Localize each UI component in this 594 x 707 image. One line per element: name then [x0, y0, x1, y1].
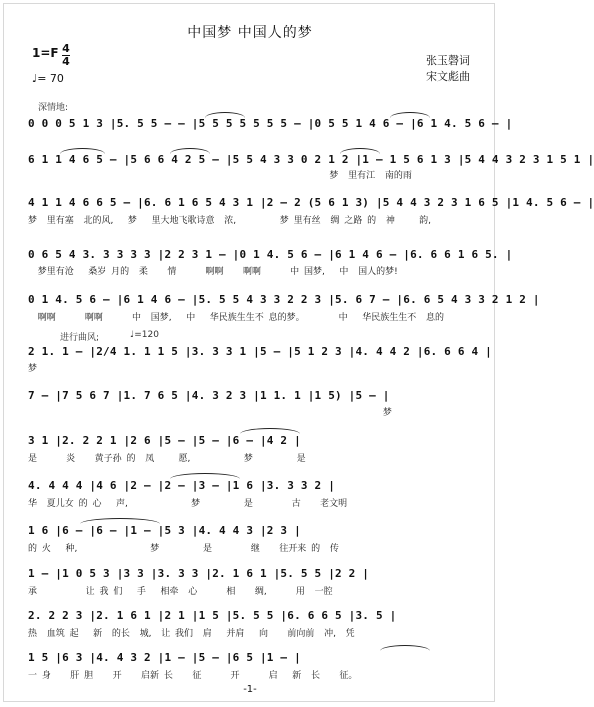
time-signature-top: 4	[62, 42, 70, 55]
slur-mark	[170, 473, 240, 479]
expression-marking: 深情地:	[38, 103, 69, 113]
score-system-4-lyrics: 梦里有沧 桑岁 月的 柔 情 啊啊 啊啊 中 国梦, 中 国人的梦!	[28, 267, 398, 277]
expression-tempo-change: 进行曲风;	[60, 333, 100, 343]
tempo-marking: ♩= 70	[32, 72, 64, 85]
score-system-13-lyrics: 一 身 肝 胆 开 启新 长 征 开 启 新 长 征。	[28, 671, 358, 681]
score-system-9-lyrics: 华 夏儿女 的 心 声, 梦 是 古 老文明	[28, 499, 348, 509]
score-system-12-lyrics: 热 血筑 起 新 的长 城, 让 我们 肩 并肩 向 前向前 冲, 凭	[28, 629, 355, 639]
composer-credit: 宋文彪曲	[426, 70, 470, 83]
score-system-5-notes: 0 1 4. 5 6 — |6 1 4 6 — |5. 5 5 4 3 3 2 2 3 |5. 6 7 — |6. 6 5 4 3 3 2 1 2 |	[28, 293, 540, 306]
key-signature: 1=F	[32, 46, 59, 60]
slur-mark	[60, 148, 105, 154]
score-system-8-notes: 3 1 |2. 2 2 1 |2 6 |5 — |5 — |6 — |4 2 |	[28, 434, 301, 447]
slur-mark	[380, 645, 430, 651]
score-system-1-notes: 0 0 0 5 1 3 |5. 5 5 — — |5 5 5 5 5 5 5 — |0 5 5 1 4 6 — |6 1 4. 5 6 — |	[28, 117, 513, 130]
tempo-change-marking: ♩=120	[130, 330, 159, 340]
score-system-6-lyrics: 梦	[28, 364, 38, 374]
slur-mark	[340, 148, 380, 154]
slur-mark	[205, 112, 245, 118]
page-title: 中国梦 中国人的梦	[187, 25, 313, 41]
score-system-5-lyrics: 啊啊 啊啊 中 国梦, 中 华民族生生不 息的梦。 中 华民族生生不 息的	[28, 313, 444, 323]
slur-mark	[390, 112, 430, 118]
score-system-7-notes: 7 — |7 5 6 7 |1. 7 6 5 |4. 3 2 3 |1 1. 1 |1 5) |5 — |	[28, 389, 390, 402]
lyricist-credit: 张玉磬词	[426, 54, 470, 67]
score-system-3-notes: 4 1 1 4 6 6 5 — |6. 6 1 6 5 4 3 1 |2 — 2 (5 6 1 3) |5 4 4 3 2 3 1 6 5 |1 4. 5 6 — |	[28, 196, 594, 209]
slur-mark	[240, 428, 300, 434]
score-system-4-notes: 0 6 5 4 3. 3 3 3 3 |2 2 3 1 — |0 1 4. 5 6 — |6 1 4 6 — |6. 6 6 1 6 5. |	[28, 248, 513, 261]
score-system-2-lyrics: 梦 里有江 南的雨	[28, 171, 412, 181]
score-system-6-notes: 2 1. 1 — |2/4 1. 1 1 5 |3. 3 3 1 |5 — |5 1 2 3 |4. 4 4 2 |6. 6 6 4 |	[28, 345, 492, 358]
score-system-3-lyrics: 梦 里有塞 北的风, 梦 里大地飞歌诗意 浓, 梦 里有丝 绸 之路 的 神 韵,	[28, 216, 431, 226]
time-signature-bottom: 4	[62, 55, 70, 68]
score-system-10-notes: 1 6 |6 — |6 — |1 — |5 3 |4. 4 4 3 |2 3 |	[28, 524, 301, 537]
slur-mark	[80, 518, 160, 524]
score-system-10-lyrics: 的 火 种, 梦 是 继 往开来 的 传	[28, 544, 339, 554]
score-system-12-notes: 2. 2 2 3 |2. 1 6 1 |2 1 |1 5 |5. 5 5 |6. 6 6 5 |3. 5 |	[28, 609, 397, 622]
score-system-8-lyrics: 是 炎 黄子孙 的 凤 愿, 梦 是	[28, 454, 306, 464]
score-system-11-lyrics: 承 让 我 们 手 相牵 心 相 绸, 用 一腔	[28, 587, 333, 597]
slur-mark	[170, 148, 210, 154]
score-system-2-notes: 6 1 1 4 6 5 — |5 6 6 4 2 5 — |5 5 4 3 3 0 2 1 2 |1 — 1 5 6 1 3 |5 4 4 3 2 3 1 5 1 |	[28, 153, 594, 166]
score-system-13-notes: 1 5 |6 3 |4. 4 3 2 |1 — |5 — |6 5 |1 — |	[28, 651, 301, 664]
score-system-11-notes: 1 — |1 0 5 3 |3 3 |3. 3 3 |2. 1 6 1 |5. 5 5 |2 2 |	[28, 567, 370, 580]
score-system-7-lyrics: 梦	[28, 408, 392, 418]
time-signature	[62, 44, 70, 67]
page-number: -1-	[243, 684, 257, 695]
score-system-9-notes: 4. 4 4 4 |4 6 |2 — |2 — |3 — |1 6 |3. 3 3 2 |	[28, 479, 336, 492]
